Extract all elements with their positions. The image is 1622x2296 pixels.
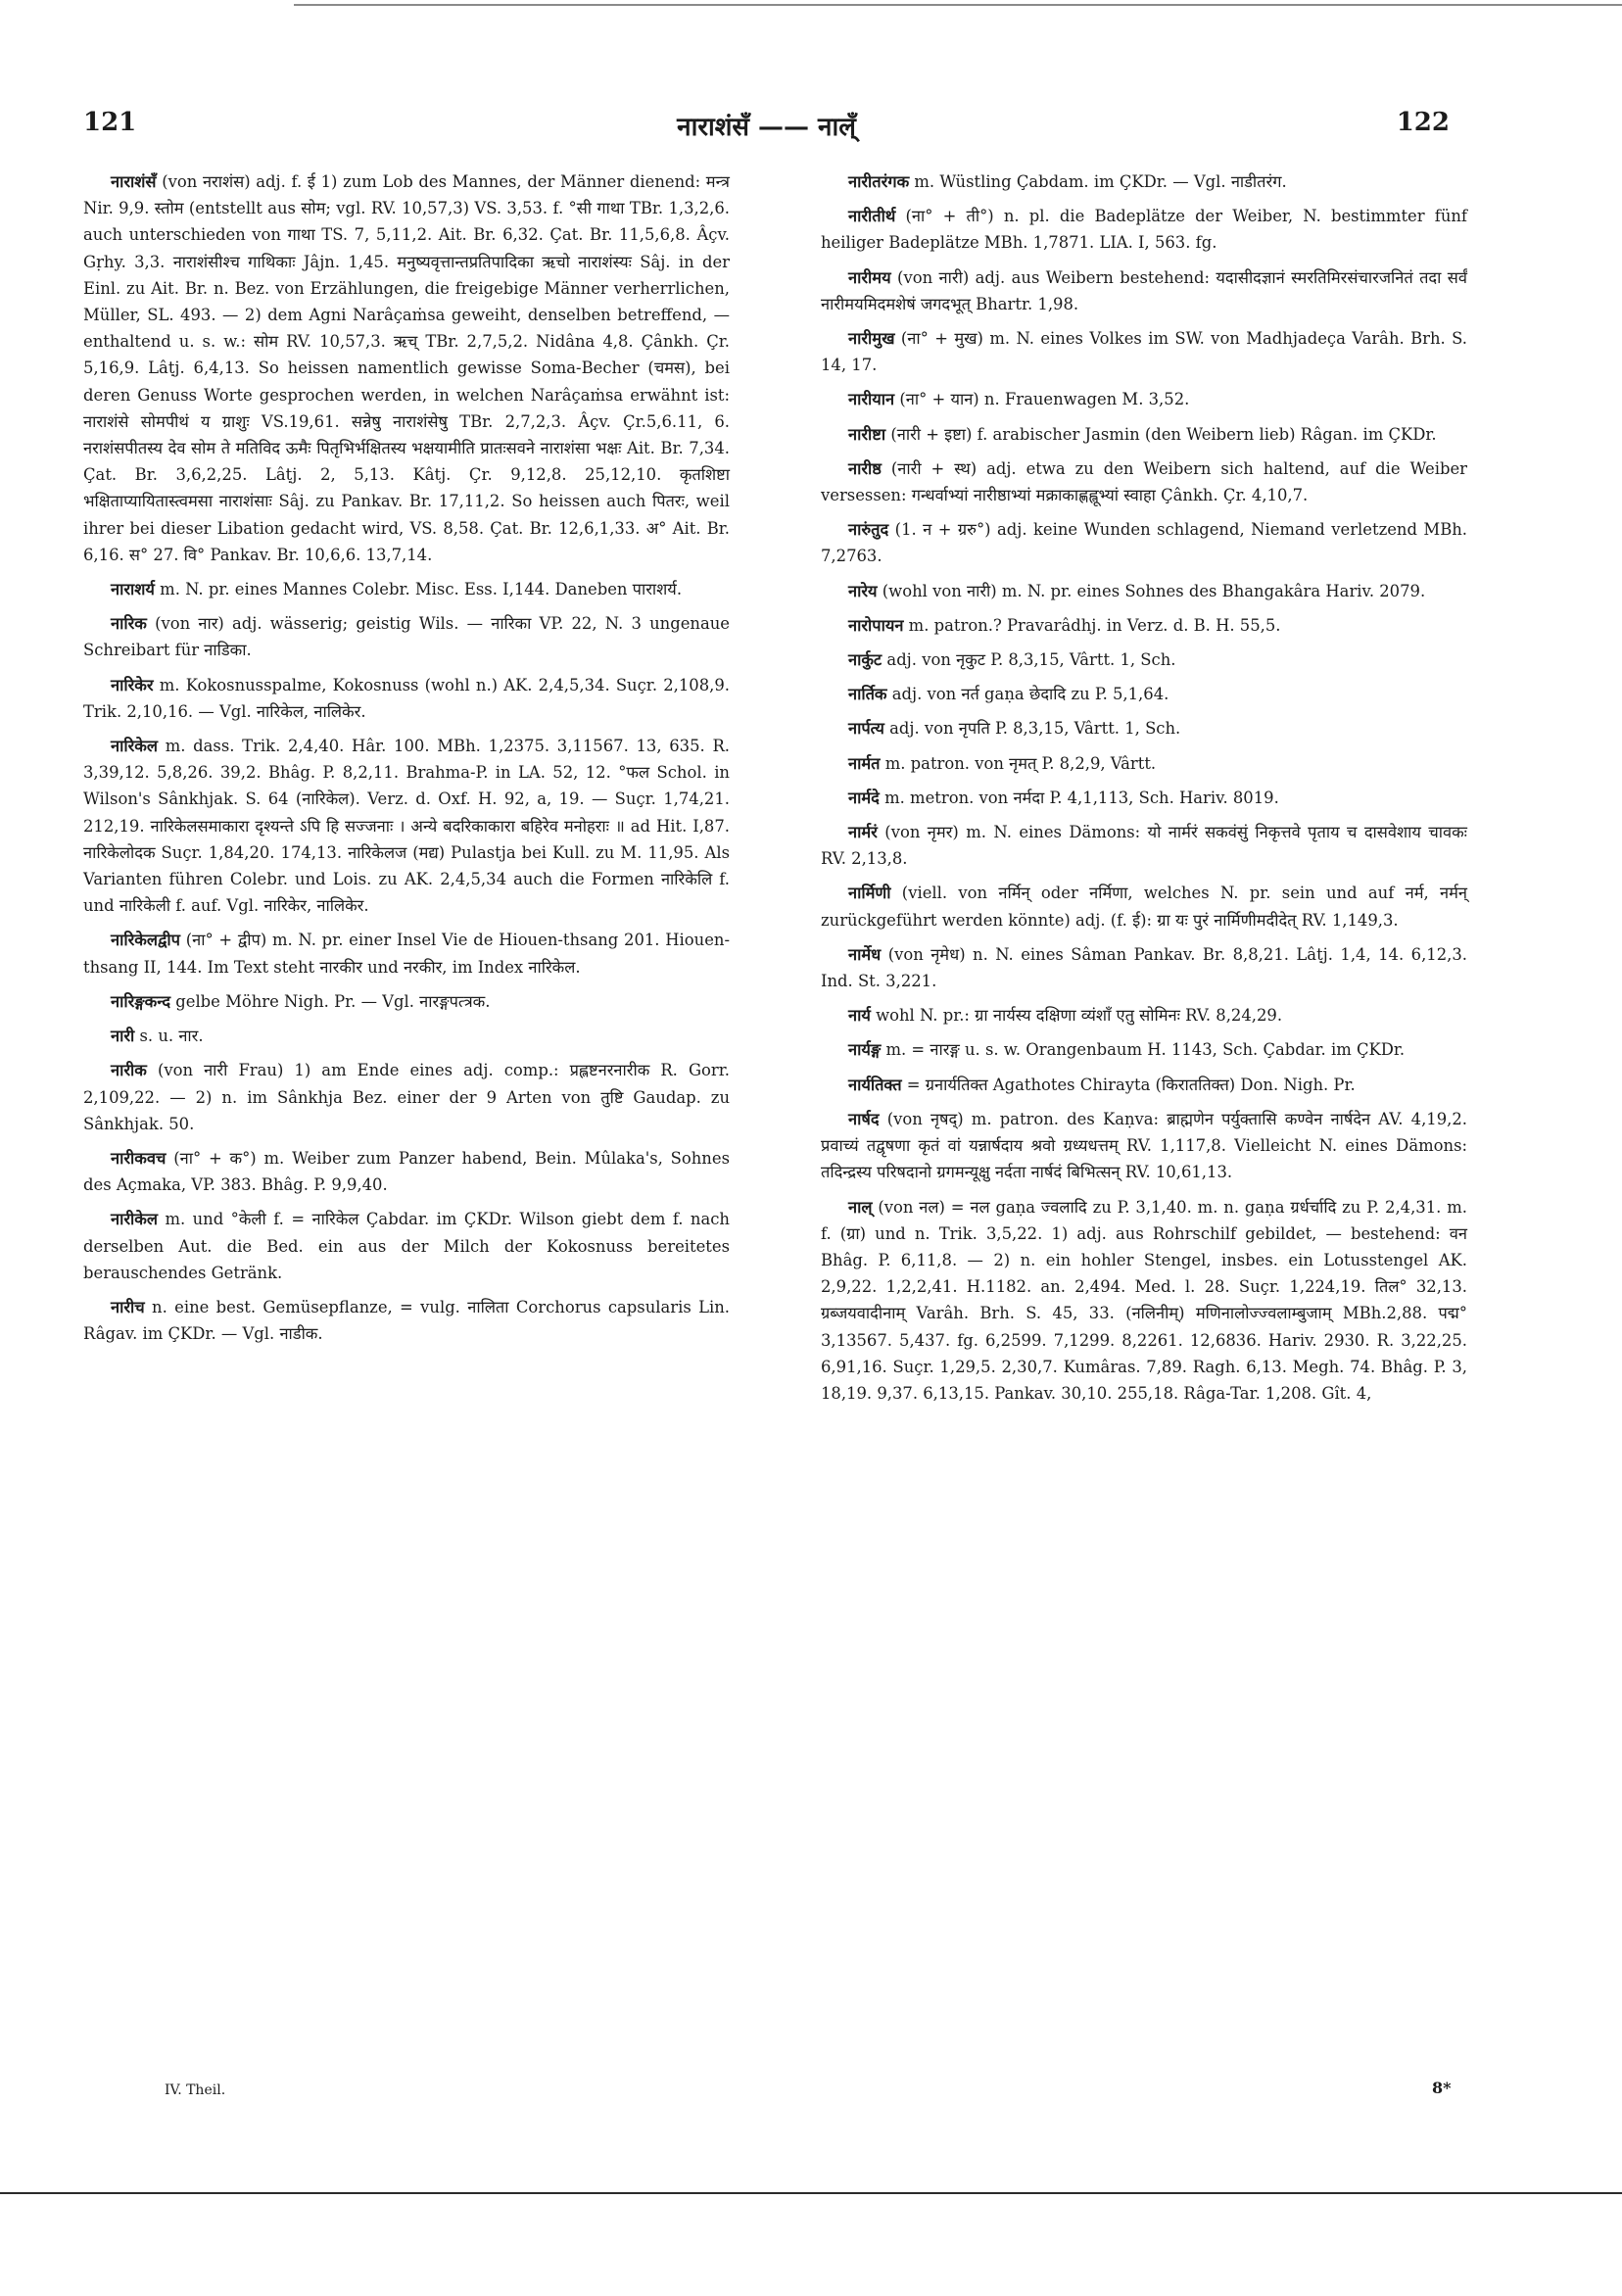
entry-definition: (von नारी) adj. aus Weibern bestehend: यदासीदज्ञानं स्मरतिमिरसंचारजनितं तदा सर्वं नारीमयमिदमशेषं जगदभूत् Bhartr. 1,98. [821,267,1467,313]
dictionary-entry [821,1106,1467,1186]
entry-headword: नारुंतुद [848,520,889,540]
entry-definition: (von नृषद्) m. patron. des Kaṇva: ब्राह्मणेन पर्युक्तासि कण्वेन नार्षदेन AV. 4,19,2. प्रवाच्यं तद्वृषणा कृतं वां यन्नार्षदाय श्रवो ग्रध्यधत्तम् RV. 1,117,8. Vielleicht N. eines Dämons: तदिन्द्रस्य परिषदानो ग्रगमन्यूक्षु नर्दता नार्षदं बिभित्सन् RV. 10,61,13. [821,1109,1467,1182]
entry-headword: नारीष्ठ [848,458,882,478]
entry-headword: नारेय [848,581,878,600]
entry-definition: (ना° + मुख) m. N. eines Volkes im SW. von Madhjadeça Varâh. Brh. S. 14, 17. [821,329,1467,375]
entry-headword: नार्मिणी [848,884,891,903]
entry-definition: (ना° + क°) m. Weiber zum Panzer habend, Bein. Mûlaka's, Sohnes des Açmaka, VP. 383. Bhâg. P. 9,9,40. [83,1148,730,1195]
bottom-rule [0,2192,1622,2194]
page-header [83,108,1450,147]
entry-headword: नाराशर्य [111,580,155,599]
dictionary-entry [821,612,1467,639]
left-column [83,168,730,1355]
entry-definition: m. patron.? Pravarâdhj. in Verz. d. B. H. 55,5. [908,615,1281,635]
dictionary-entry [821,203,1467,256]
entry-headword: नार्मेध [848,944,882,964]
entry-headword: नारीकेल [111,1210,158,1229]
entry-definition: m. dass. Trik. 2,4,40. Hâr. 100. MBh. 1,2375. 3,11567. 13, 635. R. 3,39,12. 5,8,26. 39,2. Bhâg. P. 8,2,11. Brahma-P. in LA. 52, 12. °फल Schol. in Wilson's Sânkhjak. S. 64 (नारिकेल). Verz. d. Oxf. H. 92, a, 19. — Suçr. 1,74,21. 212,19. नारिकेलसमाकारा दृश्यन्ते ऽपि हि सज्जनाः । अन्ये बदरिकाकारा बहिरेव मनोहराः ॥ ad Hit. I,87. नारिकेलोदक Suçr. 1,84,20. 174,13. नारिकेलज (मद्य) Pulastja bei Kull. zu M. 11,95. Als Varianten führen Colebr. und Lois. zu AK. 2,4,5,34 auch die Formen नारिकेलि f. und नारिकेली f. auf. Vgl. नारिकेर, नालिकेर. [83,737,730,916]
dictionary-entry [83,1145,730,1198]
entry-headword: नारिकेलद्वीप [111,931,180,950]
entry-headword: नारीच [111,1297,145,1316]
entry-definition: (von नार) adj. wässerig; geistig Wils. — नारिका VP. 22, N. 3 ungenaue Schreibart für नाडिका. [83,614,730,660]
dictionary-entry [821,1002,1467,1028]
dictionary-entry [821,715,1467,741]
right-column [821,168,1467,1414]
dictionary-entry [83,672,730,725]
dictionary-entry [83,1057,730,1137]
entry-headword: नारिक [111,614,147,634]
entry-headword: नारीमय [848,267,891,287]
entry-headword: नारीक [111,1061,147,1080]
entry-headword: नार्तिक [848,685,887,704]
entry-definition: (ना° + द्वीप) m. N. pr. einer Insel Vie de Hiouen-thsang 201. Hiouen-thsang II, 144. Im Text steht नारकीर und नरकीर, im Index नारिकेल. [83,931,730,977]
entry-headword: नारिकेल [111,737,158,756]
entry-definition: (नारी + स्थ) adj. etwa zu den Weibern sich haltend, auf die Weiber versessen: गन्धर्वाभ्यां नारीष्ठाभ्यां मक्राकाह्णह्लूभ्यां स्वाहा Çânkh. Çr. 4,10,7. [821,458,1467,505]
dictionary-entry [821,421,1467,448]
dictionary-entry [821,1036,1467,1063]
entry-headword: नारीष्टा [848,424,886,444]
page-number-left: 121 [83,108,137,137]
entry-definition: m. und °केली f. = नारिकेल Çabdar. im ÇKDr. Wilson giebt dem f. nach derselben Aut. die Bed. ein aus der Milch der Kokosnuss bereitetes berauschendes Getränk. [83,1210,730,1282]
entry-definition: (von नराशंस) adj. f. ई 1) zum Lob des Mannes, der Männer dienend: मन्त्र Nir. 9,9. स्तोम (entstellt aus सोम; vgl. RV. 10,57,3) VS. 3,53. f. °सी गाथा TBr. 1,3,2,6. auch unterschieden von गाथा TS. 7, 5,11,2. Ait. Br. 6,32. Çat. Br. 11,5,6,8. Âçv. Gṛhy. 3,3. नाराशंसीश्च गाथिकाः Jâjn. 1,45. मनुष्यवृत्तान्तप्रतिपादिका ऋचो नाराशंस्यः Sâj. in der Einl. zu Ait. Br. n. Bez. von Erzählungen, die freigebige Männer verherrlichen, Müller, SL. 493. — 2) dem Agni Narâçaṁsa geweiht, denselben betreffend, — enthaltend u. s. w.: सोम RV. 10,57,3. ऋच् TBr. 2,7,5,2. Nidâna 4,8. Çânkh. Çr. 5,16,9. Lâṭj. 6,4,13. So heissen namentlich gewisse Soma-Becher (चमस), bei deren Genuss Worte gesprochen werden, in welchen Narâçaṁsa erwähnt ist: नाराशंसे सोमपीथं य ग्राशुः VS.19,61. सन्नेषु नाराशंसेषु TBr. 2,7,2,3. Âçv. Çr.5,6.11, 6. नराशंसपीतस्य देव सोम ते मतिविद ऊमैः पितृभिर्भक्षितस्य भक्षयामीति प्रातःसवने नाराशंसा भक्षः Ait. Br. 7,34. Çat. Br. 3,6,2,25. Lâṭj. 2, 5,13. Kâtj. Çr. 9,12,8. 25,12,10. कृतशिष्टा भक्षिताप्यायितास्त्वमसा नाराशंसाः Sâj. zu Pankav. Br. 17,11,2. So heissen auch पितरः, weil ihrer bei dieser Libation gedacht wird, VS. 8,58. Çat. Br. 12,6,1,33. अ° Ait. Br. 6,16. स° 27. वि° Pankav. Br. 10,6,6. 13,7,14. [83,172,730,564]
entry-headword: नार्यङ्ग [848,1040,882,1060]
entry-definition: adj. von नर्त gaṇa छेदादि zu P. 5,1,64. [891,685,1169,704]
entry-headword: नारीमुख [848,329,895,349]
dictionary-entry [83,1206,730,1286]
dictionary-entry [821,516,1467,569]
dictionary-entry [821,264,1467,317]
entry-definition: m. = नारङ्ग u. s. w. Orangenbaum H. 1143, Sch. Çabdar. im ÇKDr. [885,1040,1406,1060]
entry-definition: = ग्रनार्यतिक्त Agathotes Chirayta (किराततिक्त) Don. Nigh. Pr. [906,1075,1356,1094]
scan-edge [294,4,1622,6]
dictionary-entry [821,1072,1467,1098]
dictionary-entry [821,880,1467,933]
dictionary-entry [83,733,730,919]
running-title: नाराशंसँ —— नाल्ँ [677,113,856,142]
entry-definition: gelbe Möhre Nigh. Pr. — Vgl. नारङ्गपत्त्रक. [175,991,491,1011]
dictionary-entry [83,576,730,602]
entry-headword: नारीतरंगक [848,172,910,191]
entry-headword: नार्मत [848,753,881,773]
dictionary-entry [821,819,1467,872]
entry-definition: (von नृमर) m. N. eines Dämons: यो नार्मरं सकवंसुं निकृत्तवे पृताय च दासवेशाय चावकः RV. 2,13,8. [821,823,1467,869]
entry-headword: नारिकेर [111,675,154,694]
entry-definition: (wohl von नारी) m. N. pr. eines Sohnes des Bhangakâra Hariv. 2079. [882,581,1426,600]
entry-definition: s. u. नार. [139,1027,204,1046]
entry-headword: नाल् [848,1197,873,1217]
entry-definition: adj. von नृपति P. 8,3,15, Vârtt. 1, Sch. [889,719,1181,739]
dictionary-entry [821,681,1467,707]
dictionary-entry [83,927,730,980]
entry-headword: नाराशंसँ [111,172,157,191]
page-number-right: 122 [1396,108,1450,137]
entry-headword: नार्मदे [848,788,880,807]
entry-definition: (von नृमेध) n. N. eines Sâman Pankav. Br. 8,8,21. Lâṭj. 1,4, 14. 6,12,3. Ind. St. 3,221. [821,944,1467,991]
dictionary-entry [83,988,730,1015]
dictionary-entry [821,646,1467,673]
entry-headword: नारोपायन [848,615,904,635]
dictionary-entry [83,168,730,568]
dictionary-entry [821,1194,1467,1408]
entry-definition: (von नारी Frau) 1) am Ende eines adj. comp.: प्रह्लष्टनरनारीक R. Gorr. 2,109,22. — 2) n. im Sânkhja Bez. einer der 9 Arten von तुष्टि Gaudap. zu Sânkhjak. 50. [83,1061,730,1133]
signature-mark: 8* [1432,2079,1452,2097]
dictionary-entry [83,1294,730,1347]
entry-headword: नार्मरं [848,823,878,842]
entry-definition: (viell. von नर्मिन् oder नर्मिणा, welches N. pr. sein und auf नर्म, नर्मन् zurückgeführt werden könnte) adj. (f. ई): ग्रा यः पुरं नार्मिणीमदीदेत् RV. 1,149,3. [821,884,1468,930]
entry-definition: (von नल) = नल gaṇa ज्वलादि zu P. 3,1,40. m. n. gaṇa ग्रर्धर्चादि zu P. 2,4,31. m. f. (ग्रा) und n. Trik. 3,5,22. 1) adj. aus Rohrschilf gebildet, — bestehend: वन Bhâg. P. 6,11,8. — 2) n. ein hohler Stengel, insbes. ein Lotusstengel AK. 2,9,22. 1,2,2,41. H.1182. an. 2,494. Med. l. 28. Suçr. 1,224,19. तिल° 32,13. ग्रब्जयवादीनाम् Varâh. Brh. S. 45, 33. (नलिनीम्) मणिनालोज्ज्वलाम्बुजाम् MBh.2,88. पद्म° 3,13567. 5,437. fg. 6,2599. 7,1299. 8,2261. 12,6836. Hariv. 2930. R. 3,22,25. 6,91,16. Suçr. 1,29,5. 2,30,7. Kumâras. 7,89. Ragh. 6,13. Megh. 74. Bhâg. P. 3, 18,19. 9,37. 6,13,15. Pankav. 30,10. 255,18. Râga-Tar. 1,208. Gît. 4, [821,1197,1467,1403]
entry-definition: (ना° + ती°) n. pl. die Badeplätze der Weiber, N. bestimmter fünf heiliger Badeplätze MBh. 1,7871. LIA. I, 563. fg. [821,207,1467,253]
volume-label: IV. Theil. [165,2082,226,2098]
entry-definition: (1. न + ग्ररु°) adj. keine Wunden schlagend, Niemand verletzend MBh. 7,2763. [821,520,1468,566]
dictionary-entry [821,325,1467,378]
entry-headword: नार्षद [848,1109,880,1128]
dictionary-entry [83,610,730,663]
entry-definition: (नारी + इष्टा) f. arabischer Jasmin (den Weibern lieb) Râgan. im ÇKDr. [890,424,1437,444]
entry-headword: नारिङ्गकन्द [111,991,171,1011]
dictionary-entry [821,785,1467,811]
dictionary-entry [83,1023,730,1049]
entry-definition: m. Wüstling Çabdam. im ÇKDr. — Vgl. नाडीतरंग. [914,172,1287,191]
entry-headword: नारीतीर्थ [848,207,896,226]
entry-headword: नारीकवच [111,1148,167,1168]
entry-headword: नारीयान [848,390,895,409]
entry-definition: m. patron. von नृमत् P. 8,2,9, Vârtt. [884,753,1157,773]
entry-definition: m. metron. von नर्मदा P. 4,1,113, Sch. Hariv. 8019. [884,788,1279,807]
dictionary-entry [821,750,1467,777]
entry-headword: नारी [111,1027,135,1046]
entry-headword: नार्पत्य [848,719,884,739]
dictionary-entry [821,578,1467,604]
entry-headword: नार्कुट [848,650,883,670]
entry-definition: adj. von नृकुट P. 8,3,15, Vârtt. 1, Sch. [886,650,1176,670]
dictionary-entry [821,386,1467,412]
entry-definition: wohl N. pr.: ग्रा नार्यस्य दक्षिणा व्यंशाँ एतु सोमिनः RV. 8,24,29. [876,1006,1283,1026]
entry-headword: नार्य [848,1006,871,1026]
entry-definition: n. eine best. Gemüsepflanze, = vulg. नालिता Corchorus capsularis Lin. Râgav. im ÇKDr. — Vgl. नाडीक. [83,1297,730,1344]
dictionary-entry [821,455,1467,508]
entry-definition: m. N. pr. eines Mannes Colebr. Misc. Ess. I,144. Daneben पाराशर्य. [160,580,683,599]
entry-definition: m. Kokosnusspalme, Kokosnuss (wohl n.) AK. 2,4,5,34. Suçr. 2,108,9. Trik. 2,10,16. — Vgl. नारिकेल, नालिकेर. [83,675,730,721]
entry-headword: नार्यतिक्त [848,1075,902,1094]
dictionary-entry [821,168,1467,195]
entry-definition: (ना° + यान) n. Frauenwagen M. 3,52. [899,390,1190,409]
dictionary-entry [821,941,1467,994]
